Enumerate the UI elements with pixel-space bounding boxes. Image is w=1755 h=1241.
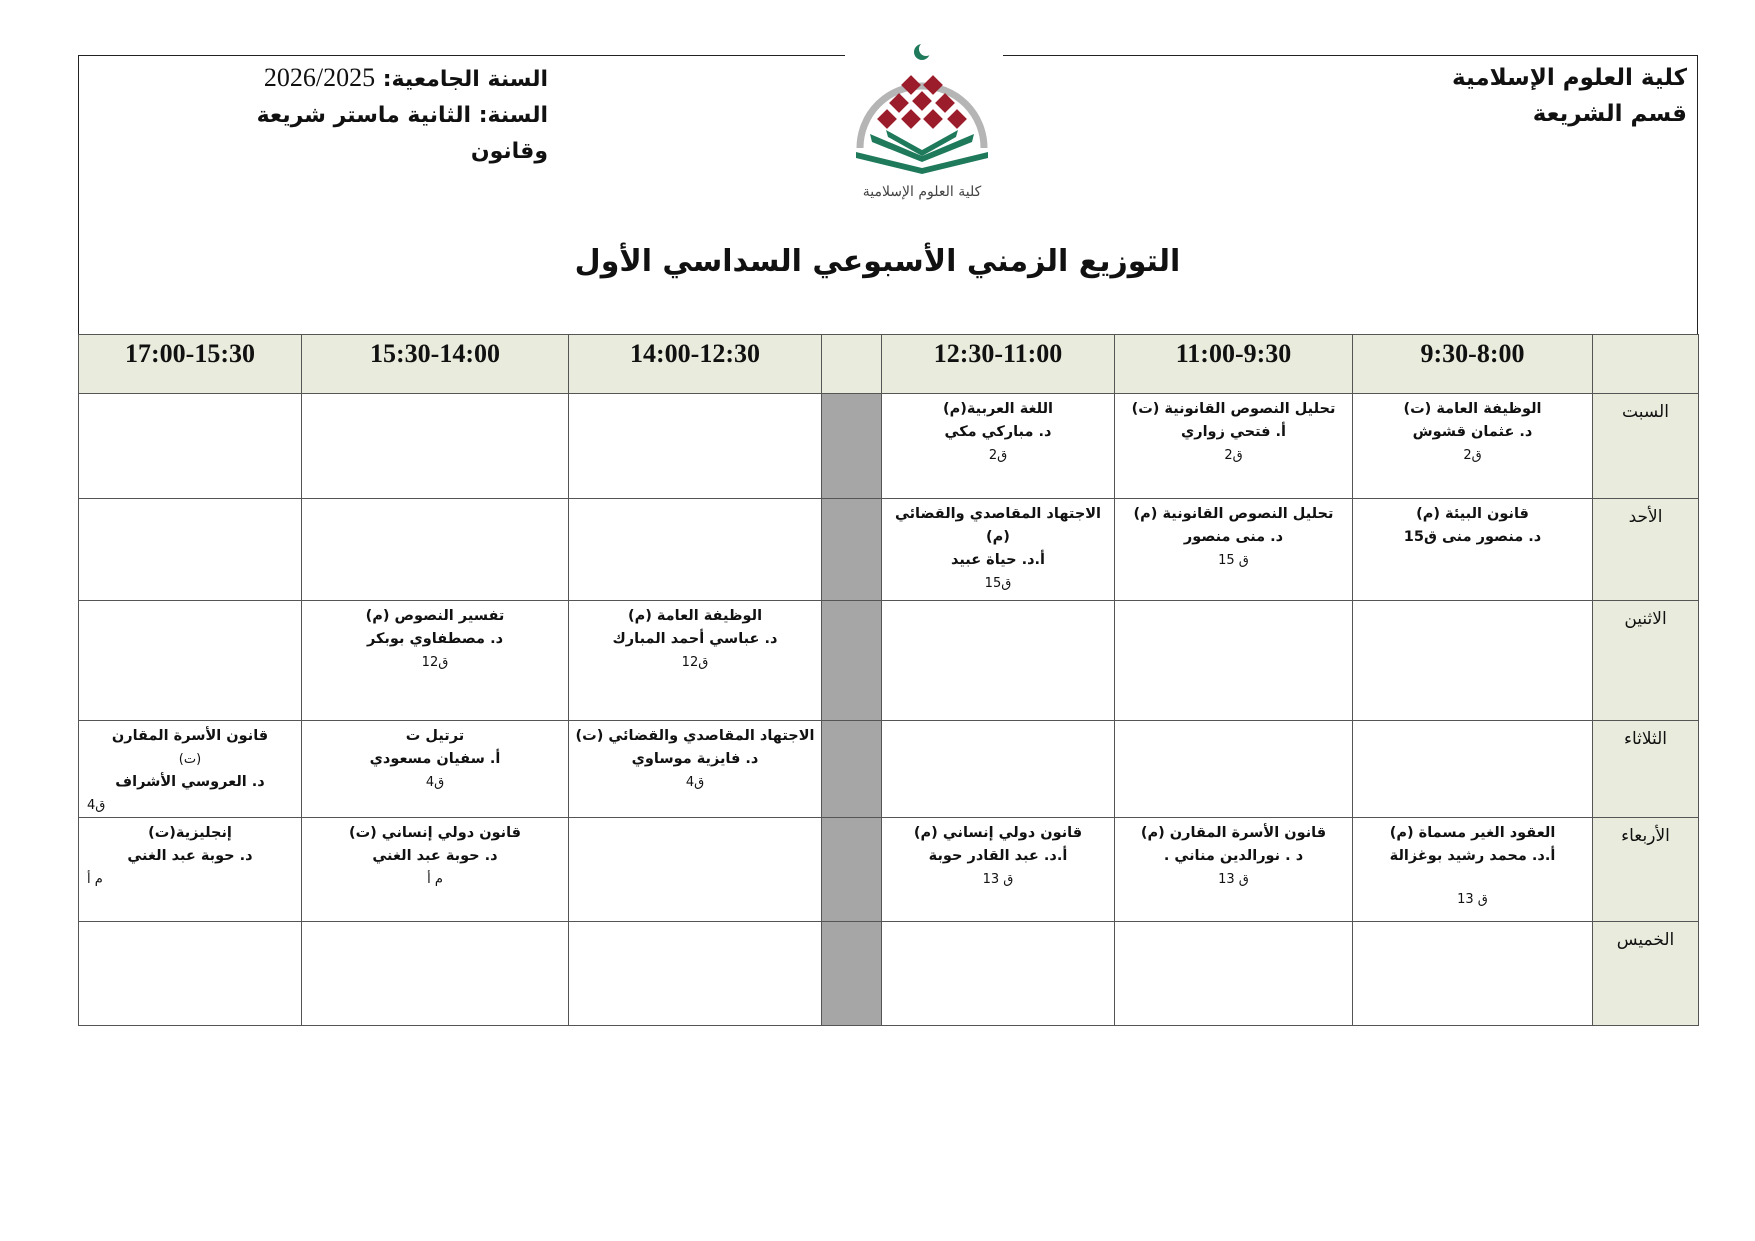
course-name: تفسير النصوص (م) [365,608,505,624]
teacher-name: أ.د. محمد رشيد بوغزالة [1389,848,1556,864]
time-slot-header: 15:30-14:00 [302,335,569,394]
teacher-name: أ. فتحي زواري [1180,424,1287,440]
day-label: الأربعاء [1593,818,1699,922]
day-row [79,499,1699,601]
schedule-cell [1353,499,1593,601]
course-name: الوظيفة العامة (م) [627,608,763,624]
course-name: الوظيفة العامة (ت) [1403,401,1542,417]
schedule-cell [1115,499,1353,601]
class-session [79,818,301,891]
room-label: ق12 [681,655,709,670]
schedule-cell [882,394,1115,499]
course-name: العقود الغير مسماة (م) [1389,825,1556,841]
schedule-cell [302,818,569,922]
teacher-name: د. منى منصور [1183,529,1284,545]
schedule-cell [1353,721,1593,818]
schedule-cell [569,394,822,499]
schedule-cell [1115,818,1353,922]
course-name: قانون الأسرة المقارن [111,728,269,744]
room-label: ق2 [1463,448,1482,463]
time-slot-header: 12:30-11:00 [882,335,1115,394]
room-label: ق15 [984,576,1012,591]
teacher-name: د . نورالدين مناني . [1163,848,1304,864]
course-name: تحليل النصوص القانونية (م) [1133,506,1334,522]
room-label: م أ [87,872,103,887]
day-label: الثلاثاء [1593,721,1699,818]
room-label: ق 13 [1218,872,1249,887]
break-cell [822,818,882,922]
break-cell [822,601,882,721]
course-name: قانون البيئة (م) [1416,506,1529,522]
class-session [882,499,1114,595]
class-session [302,818,568,891]
schedule-cell [302,601,569,721]
schedule-cell [1353,922,1593,1026]
schedule-table [78,334,1699,1026]
room-label: م أ [427,872,443,887]
session-type: (ت) [178,752,202,767]
day-label: الخميس [1593,922,1699,1026]
college-logo-icon [842,38,1002,208]
break-cell [822,394,882,499]
class-session [1353,818,1592,911]
teacher-name: د. مصطفاوي بوبكر [366,631,504,647]
class-session [1353,499,1592,549]
class-session [302,601,568,674]
schedule-cell [569,922,822,1026]
day-row [79,721,1699,818]
schedule-cell [302,721,569,818]
study-level: السنة: الثانية ماستر شريعة وقانون [256,103,548,164]
time-slot-header: 9:30-8:00 [1353,335,1593,394]
day-label: الأحد [1593,499,1699,601]
room-label: ق 13 [1457,892,1488,907]
schedule-cell [569,818,822,922]
course-name: قانون دولي إنساني (م) [913,825,1083,841]
room-label: ق 13 [982,872,1014,887]
day-label: السبت [1593,394,1699,499]
schedule-cell [882,818,1115,922]
class-session [1353,394,1592,467]
schedule-cell [569,721,822,818]
schedule-cell [569,601,822,721]
course-name: قانون الأسرة المقارن (م) [1140,825,1327,841]
course-name: تحليل النصوص القانونية (ت) [1131,401,1336,417]
schedule-cell [79,818,302,922]
teacher-name: أ.د. عبد القادر حوبة [928,848,1068,864]
time-header-row [79,335,1699,394]
institution-name: كلية العلوم الإسلامية [1452,65,1687,91]
academic-year: السنة الجامعية: 2026/2025 [263,63,548,92]
teacher-name: د. فايزية موساوي [631,751,759,767]
course-name: ترتيل ت [405,728,465,744]
teacher-name: د. حوبة عبد الغني [127,848,253,864]
schedule-cell [882,499,1115,601]
class-session [882,818,1114,891]
open-book-icon [856,130,988,174]
schedule-cell [79,394,302,499]
course-name: إنجليزية(ت) [148,825,232,841]
break-cell [822,922,882,1026]
class-session [569,721,821,794]
break-cell [822,721,882,818]
day-label: الاثنين [1593,601,1699,721]
class-session [1115,818,1352,891]
schedule-cell [79,601,302,721]
schedule-cell [1115,601,1353,721]
schedule-cell [79,499,302,601]
department-name: قسم الشريعة [1532,101,1687,127]
time-slot-header: 14:00-12:30 [569,335,822,394]
room-label: ق4 [425,775,445,790]
time-slot-header: 11:00-9:30 [1115,335,1353,394]
schedule-cell [1353,394,1593,499]
schedule-cell [302,922,569,1026]
teacher-name: د. حوبة عبد الغني [372,848,498,864]
course-name: الاجتهاد المقاصدي والقضائي (م) [894,506,1102,545]
schedule-cell [302,499,569,601]
schedule-cell [1115,721,1353,818]
room-label: ق2 [988,448,1008,463]
class-session [79,721,301,817]
schedule-cell [882,922,1115,1026]
class-session [569,601,821,674]
course-name: الاجتهاد المقاصدي والقضائي (ت) [575,728,815,744]
course-name: قانون دولي إنساني (ت) [348,825,522,841]
schedule-cell [882,721,1115,818]
room-label: ق4 [87,798,106,813]
logo-caption: كلية العلوم الإسلامية [862,184,982,200]
teacher-name: د. عباسي أحمد المبارك [612,631,778,647]
schedule-cell [882,601,1115,721]
teacher-name: د. مباركي مكي [944,424,1052,440]
class-session [1115,394,1352,467]
institution-header [1452,60,1687,132]
day-header-corner [1593,335,1699,394]
schedule-cell [1115,394,1353,499]
schedule-cell [1353,818,1593,922]
course-name: اللغة العربية(م) [942,401,1054,417]
schedule-cell [302,394,569,499]
schedule-cell [79,721,302,818]
schedule-cell [79,922,302,1026]
time-slot-header: 17:00-15:30 [79,335,302,394]
schedule-cell [1115,922,1353,1026]
page-title: التوزيع الزمني الأسبوعي السداسي الأول [574,244,1181,279]
room-label: ق4 [685,775,705,790]
room-label: ق12 [421,655,449,670]
day-row [79,818,1699,922]
day-row [79,394,1699,499]
schedule-cell [569,499,822,601]
room-label: ق 15 [1218,553,1249,568]
break-header [822,335,882,394]
break-cell [822,499,882,601]
teacher-name: د. منصور منى ق15 [1403,529,1542,545]
teacher-name: أ. سفيان مسعودي [369,751,501,767]
schedule-cell [1353,601,1593,721]
year-header [188,60,548,170]
day-row [79,601,1699,721]
day-row [79,922,1699,1026]
class-session [882,394,1114,467]
room-label: ق2 [1224,448,1243,463]
teacher-name: أ.د. حياة عبيد [950,552,1046,568]
class-session [1115,499,1352,572]
teacher-name: د. العروسي الأشراف [115,774,265,790]
class-session [302,721,568,794]
teacher-name: د. عثمان قشوش [1412,424,1533,440]
